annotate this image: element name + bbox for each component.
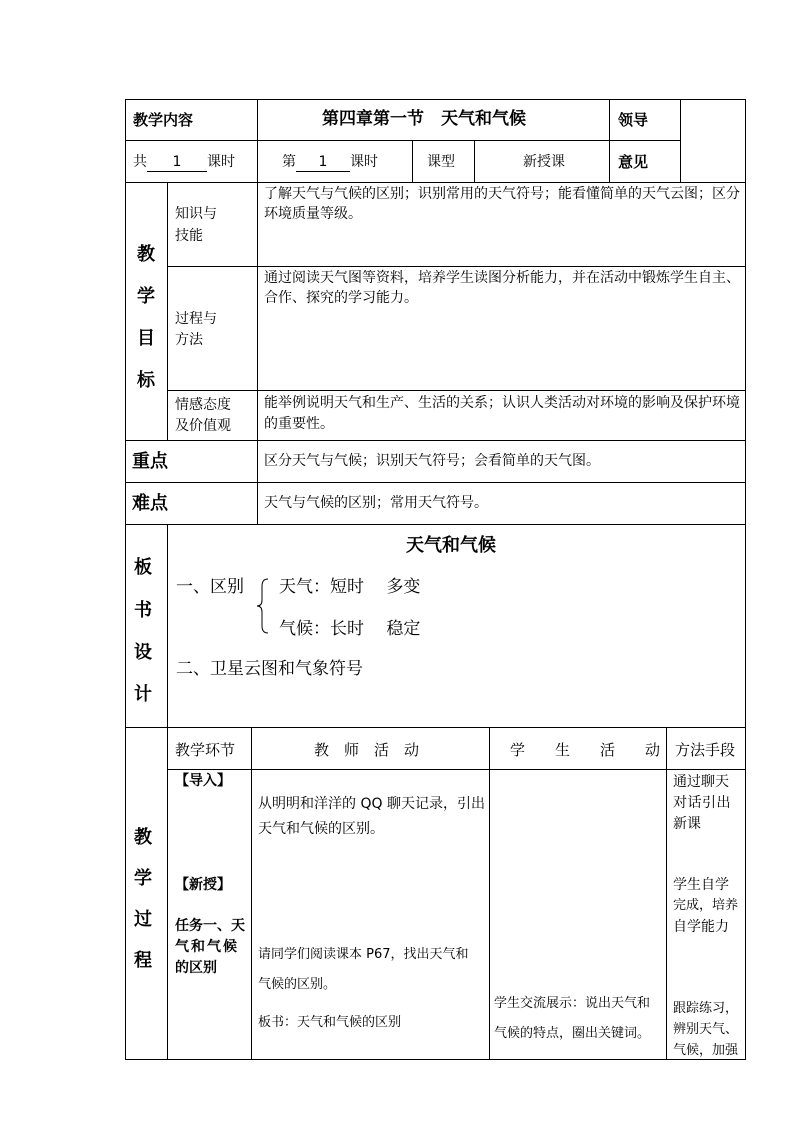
step-task: 任务一、天	[175, 918, 245, 934]
header-student: 学 生 活 动	[510, 741, 661, 759]
objectives-char: 目	[137, 328, 155, 349]
key-point-text: 区分天气与气候；识别天气符号；会看简单的天气图。	[264, 453, 600, 469]
header-step: 教学环节	[175, 741, 236, 759]
process-char: 教	[134, 827, 152, 848]
divider	[609, 99, 610, 182]
total-hours	[133, 151, 235, 173]
brace-icon	[256, 578, 270, 634]
key-point-label: 重点	[132, 451, 168, 472]
current-prefix: 第	[282, 154, 296, 170]
board-char: 书	[134, 600, 152, 621]
teacher-activity: 板书：天气和气候的区别	[258, 1015, 402, 1030]
objective-text: 能举例说明天气和生产、生活的关系；认识人类活动对环境的影响及保护环境	[264, 395, 740, 411]
divider	[167, 524, 168, 1060]
process-char: 过	[134, 909, 152, 930]
teacher-activity: 天气和气候的区别。	[258, 821, 384, 837]
divider	[474, 140, 475, 182]
objective-label: 方法	[175, 332, 203, 348]
divider	[125, 440, 746, 441]
method-text: 自学能力	[673, 919, 729, 935]
board-title: 天气和气候	[406, 535, 496, 556]
objective-label: 知识与	[175, 206, 217, 222]
total-value: 1	[147, 153, 207, 172]
total-suffix: 课时	[207, 154, 235, 170]
difficulty-label: 难点	[132, 493, 168, 514]
divider	[167, 390, 746, 391]
divider	[125, 140, 680, 141]
divider	[125, 482, 746, 483]
board-char: 设	[134, 642, 152, 663]
objective-label: 情感态度	[175, 397, 231, 413]
objective-text: 合作、探究的学习能力。	[264, 290, 418, 306]
step-task: 的区别	[175, 960, 217, 976]
leader-label: 领导	[618, 111, 649, 129]
method-text: 新课	[673, 816, 701, 832]
type-value: 新授课	[523, 154, 565, 170]
objective-label: 及价值观	[175, 418, 231, 434]
content-label: 教学内容	[133, 111, 194, 129]
divider	[125, 524, 746, 525]
student-activity: 气候的特点，圈出关键词。	[494, 1026, 651, 1041]
teacher-activity: 请同学们阅读课本 P67，找出天气和	[258, 947, 469, 962]
difficulty-text: 天气与气候的区别；常用天气符号。	[264, 495, 488, 511]
current-hour	[282, 151, 378, 173]
divider	[412, 140, 413, 182]
process-char: 程	[134, 950, 152, 971]
divider	[167, 769, 746, 770]
method-text: 通过聊天	[673, 774, 729, 790]
board-line-2: 二、卫星云图和气象符号	[176, 659, 363, 679]
divider	[125, 727, 746, 728]
total-prefix: 共	[133, 154, 147, 170]
teacher-activity: 从明明和洋洋的 QQ 聊天记录，引出	[258, 796, 485, 812]
objectives-char: 标	[137, 370, 155, 391]
method-text: 完成，培养	[673, 898, 739, 913]
step-new: 【新授】	[175, 877, 231, 893]
objective-label: 过程与	[175, 311, 217, 327]
divider	[257, 99, 258, 182]
divider	[489, 727, 490, 1060]
method-text: 气候，加强	[673, 1043, 739, 1058]
objective-text: 的重要性。	[264, 416, 334, 432]
header-teacher: 教 师 活 动	[314, 741, 420, 759]
header-method: 方法手段	[675, 741, 736, 759]
method-text: 对话引出	[673, 795, 731, 811]
objectives-char: 学	[137, 286, 155, 307]
divider	[666, 727, 667, 1060]
board-char: 板	[134, 557, 152, 578]
type-label: 课型	[427, 154, 455, 170]
method-text: 学生自学	[673, 877, 729, 893]
objectives-char: 教	[137, 244, 155, 265]
teacher-activity: 气候的区别。	[258, 977, 337, 992]
step-intro: 【导入】	[175, 773, 231, 789]
current-value: 1	[296, 153, 350, 172]
method-text: 辨别天气、	[673, 1022, 739, 1037]
student-activity: 学生交流展示：说出天气和	[494, 996, 651, 1011]
board-line-1: 一、区别	[176, 577, 244, 597]
divider	[680, 99, 681, 182]
objective-text: 环境质量等级。	[264, 206, 362, 222]
current-suffix: 课时	[350, 154, 378, 170]
lesson-title: 第四章第一节 天气和气候	[322, 109, 526, 129]
objective-text: 通过阅读天气图等资料，培养学生读图分析能力，并在活动中锻炼学生自主、	[264, 270, 740, 286]
board-climate: 气候：长时 稳定	[279, 619, 421, 639]
board-char: 计	[134, 684, 152, 705]
method-text: 跟踪练习，	[673, 1001, 739, 1016]
board-weather: 天气：短时 多变	[279, 577, 421, 597]
divider	[167, 182, 168, 440]
divider	[257, 182, 258, 524]
objective-text: 了解天气与气候的区别；识别常用的天气符号；能看懂简单的天气云图；区分	[264, 186, 740, 202]
objective-label: 技能	[175, 228, 203, 244]
process-char: 学	[134, 868, 152, 889]
leader-label: 意见	[618, 153, 649, 171]
step-task: 气和气候	[175, 939, 239, 955]
divider	[251, 727, 252, 1060]
